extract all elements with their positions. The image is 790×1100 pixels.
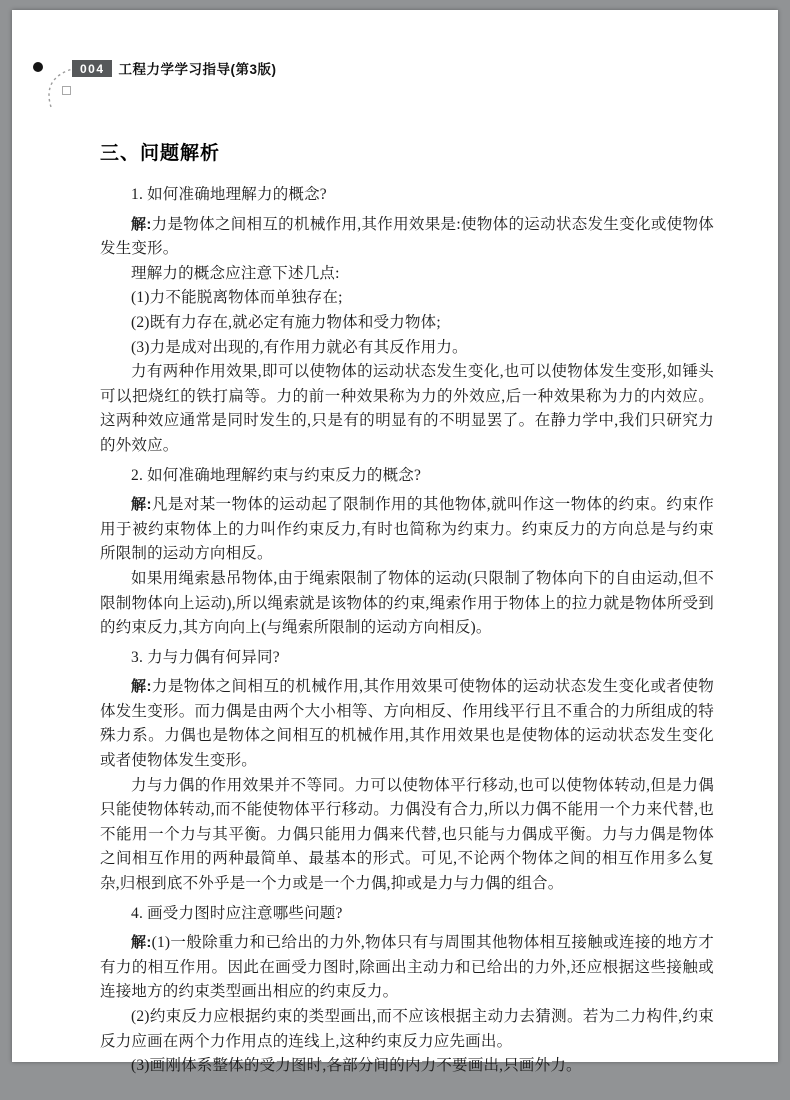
page-content [100, 138, 714, 1079]
body-paragraph: (3)画刚体系整体的受力图时,各部分间的内力不要画出,只画外力。 [131, 1057, 582, 1075]
content-blocks [100, 183, 714, 1079]
question-line: 2. 如何准确地理解约束与约束反力的概念? [131, 466, 422, 484]
page-header [72, 58, 714, 78]
body-paragraph: 解:(1)一般除重力和已给出的力外,物体只有与周围其他物体相互接触或连接的地方才有力的相互作用。因此在画受力图时,除画出主动力和已给出的力外,还应根据这些接触或连接地方的约束类型画出相应的约束反力。 [100, 934, 714, 1001]
body-paragraph: 力与力偶的作用效果并不等同。力可以使物体平行移动,也可以使物体转动,但是力偶只能使物体转动,而不能使物体平行移动。力偶没有合力,所以力偶不能用一个力来代替,也不能用一个力与其平衡。力偶只能用力偶来代替,也只能与力偶成平衡。力与力偶是物体之间相互作用的两种最简单、最基本的形式。可见,不论两个物体之间的相互作用多么复杂,归根到底不外乎是一个力或是一个力偶,抑或是力与力偶的组合。 [100, 776, 714, 893]
body-paragraph: (3)力是成对出现的,有作用力就必有其反作用力。 [131, 338, 468, 356]
body-paragraph: 解:力是物体之间相互的机械作用,其作用效果是:使物体的运动状态发生变化或使物体发生变形。 [100, 215, 714, 258]
body-paragraph: 理解力的概念应注意下述几点: [131, 264, 340, 282]
body-paragraph: (2)约束反力应根据约束的类型画出,而不应该根据主动力去猜测。若为二力构件,约束反力应画在两个力作用点的连线上,这种约束反力应先画出。 [100, 1008, 714, 1050]
body-paragraph: (2)既有力存在,就必定有施力物体和受力物体; [131, 313, 441, 331]
body-paragraph: 解:力是物体之间相互的机械作用,其作用效果可使物体的运动状态发生变化或者使物体发生变形。而力偶是由两个大小相等、方向相反、作用线平行且不重合的力所组成的特殊力系。力偶也是物体之间相互的机械作用,其作用效果也是使物体的运动状态发生变化或者使物体发生变形。 [100, 678, 714, 770]
question-line: 1. 如何准确地理解力的概念? [131, 186, 327, 203]
body-paragraph: 如果用绳索悬吊物体,由于绳索限制了物体的运动(只限制了物体向下的自由运动,但不限制物体向上运动),所以绳索就是该物体的约束,绳索作用于物体上的拉力就是物体所受到的约束反力,其方向向上(与绳索所限制的运动方向相反)。 [100, 569, 714, 637]
section-title: 三、问题解析 [100, 143, 221, 164]
question-line: 3. 力与力偶有何异同? [131, 648, 280, 666]
answer-label: 解: [131, 496, 152, 514]
margin-square-decoration [62, 86, 71, 95]
book-title: 工程力学学习指导(第3版) [118, 62, 277, 77]
body-paragraph: (1)力不能脱离物体而单独存在; [131, 289, 343, 307]
answer-label: 解: [131, 678, 152, 696]
answer-label: 解: [131, 934, 152, 952]
page-number: 004 [72, 60, 112, 77]
question-line: 4. 画受力图时应注意哪些问题? [131, 904, 343, 922]
book-page [12, 10, 778, 1075]
body-paragraph: 力有两种作用效果,即可以使物体的运动状态发生变化,也可以使物体发生变形,如锤头可以把烧红的铁打扁等。力的前一种效果称为力的外效应,后一种效果称为力的内效应。这两种效应通常是同时发生的,只是有的明显有的不明显罢了。在静力学中,我们只研究力的外效应。 [100, 363, 714, 454]
body-paragraph: 解:凡是对某一物体的运动起了限制作用的其他物体,就叫作这一物体的约束。约束作用于被约束物体上的力叫作约束反力,有时也简称为约束力。约束反力的方向总是与约束所限制的运动方向相反。 [100, 496, 714, 563]
answer-label: 解: [131, 215, 152, 233]
